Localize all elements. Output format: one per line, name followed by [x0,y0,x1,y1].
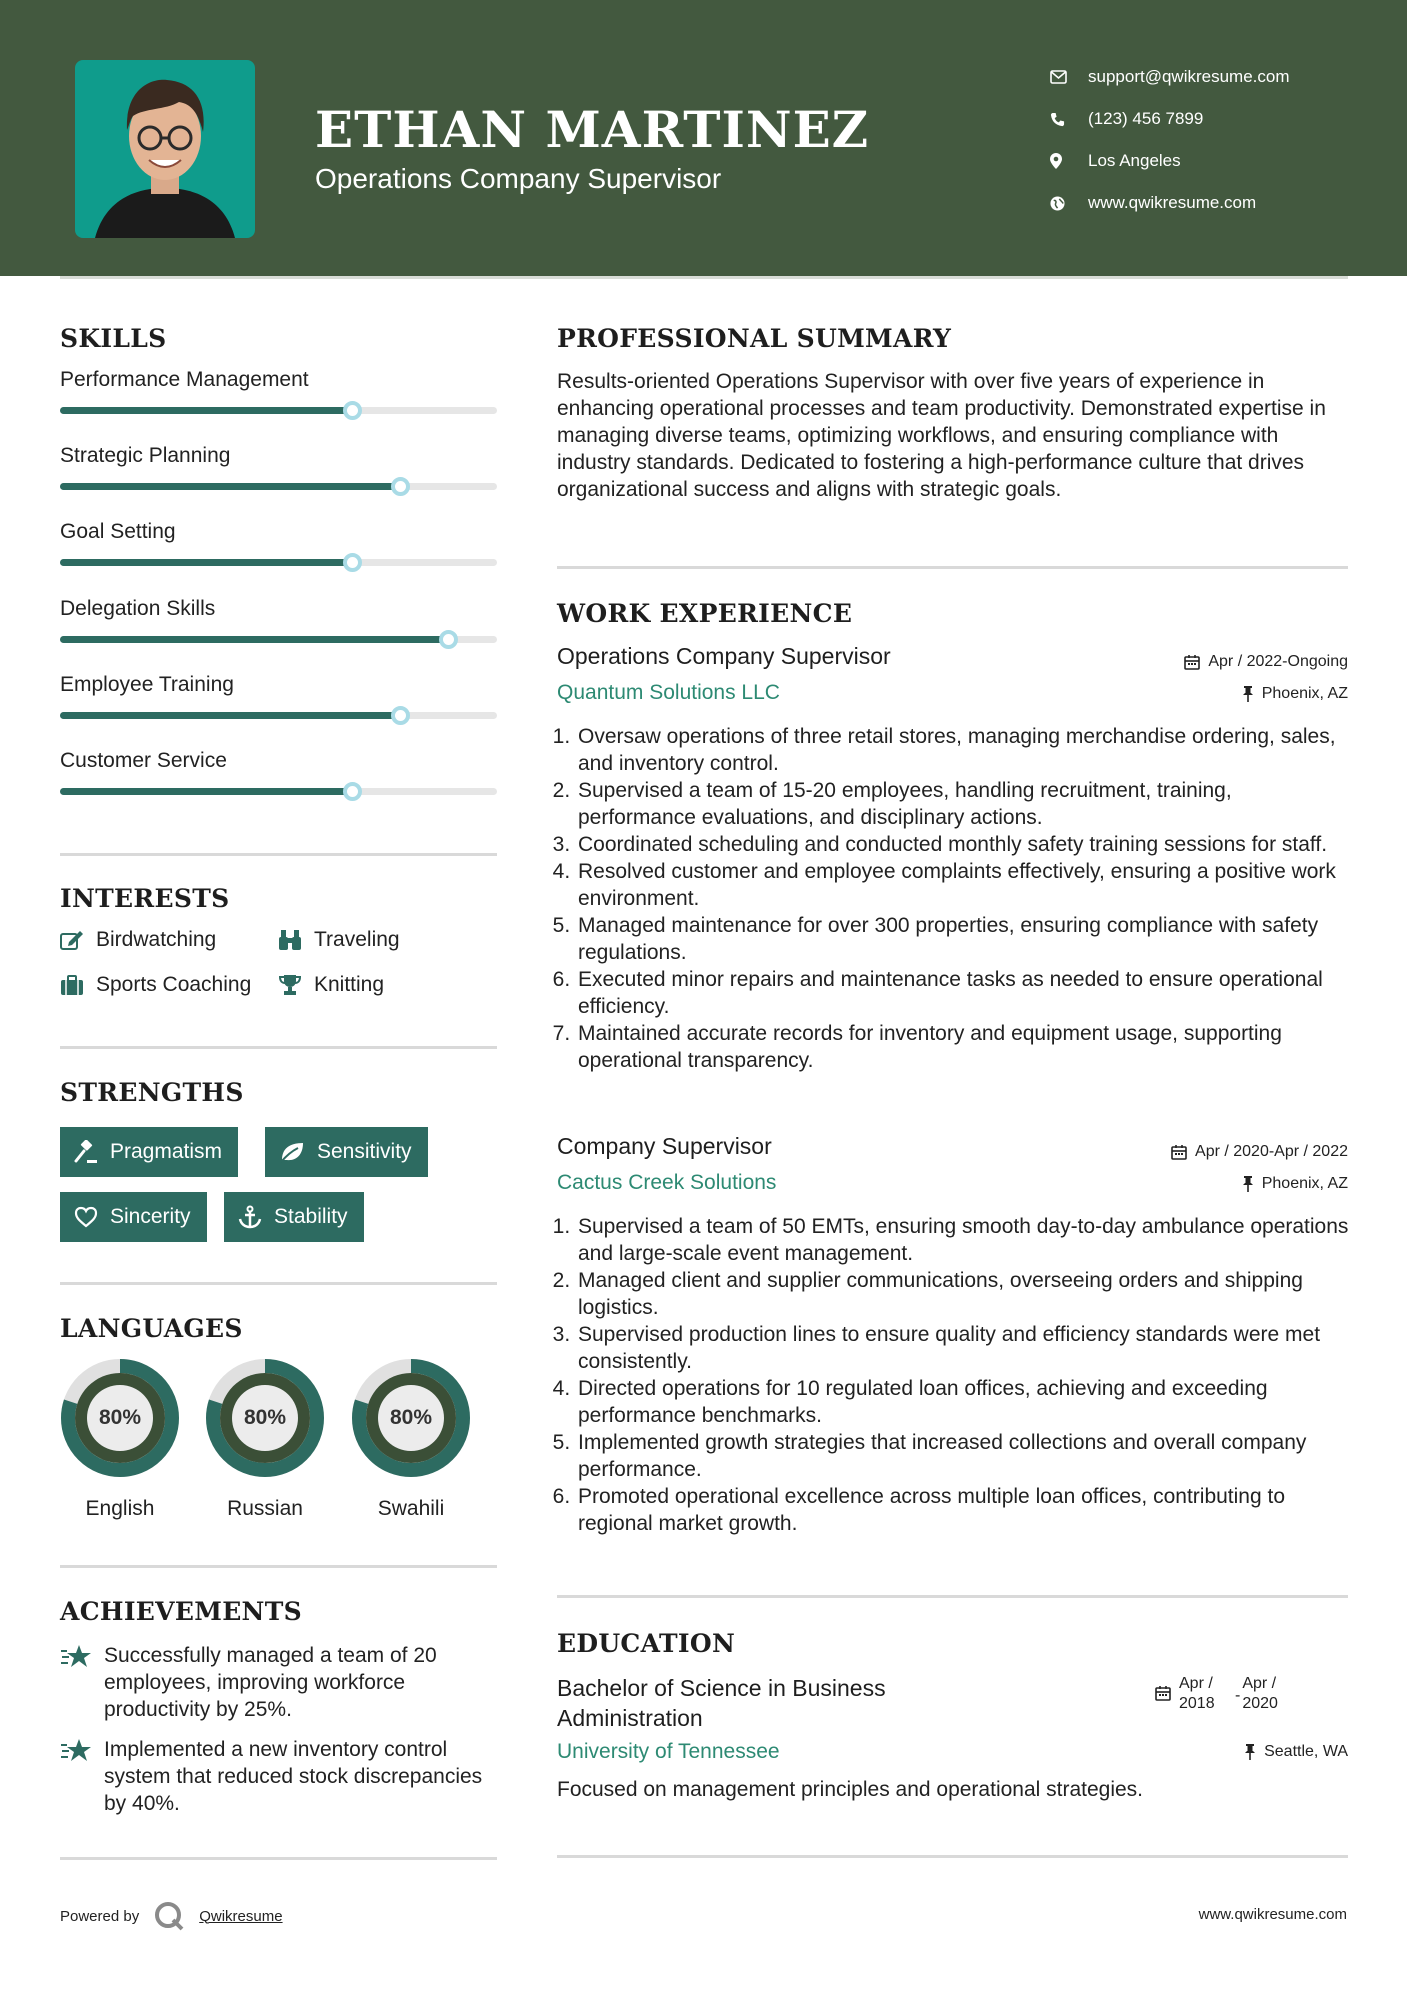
contact-block [1050,56,1290,224]
profile-photo [75,60,255,238]
powered-by-text: Powered by [60,1907,140,1925]
job-company: Quantum Solutions LLC [557,681,780,704]
skill-item [60,444,497,468]
interest-label: Sports Coaching [96,973,252,996]
skill-item [60,368,497,392]
job-bullet: 4. Resolved customer and employee complaints effectively, ensuring a positive work environment. [576,858,1352,912]
contact-website[interactable] [1050,182,1290,224]
skill-bar-fill [60,483,401,490]
job-bullet: 2. Supervised a team of 15-20 employees, handling recruitment, training, performance evaluations, and disciplinary actions. [576,777,1352,831]
job-company: Cactus Creek Solutions [557,1171,777,1194]
language-item [350,1357,472,1520]
education-start: Apr / 2018 [1179,1675,1215,1712]
section-divider [60,1857,497,1860]
star-icon [60,1738,92,1764]
languages-title: LANGUAGES [60,1314,243,1343]
job-bullet: 5. Managed maintenance for over 300 properties, ensuring compliance with safety regulations. [576,912,1352,966]
achievement-item [60,1642,500,1723]
education-separator: - [1235,1687,1241,1704]
section-divider [60,1565,497,1568]
skill-bar-knob [391,706,410,725]
education-school: University of Tennessee [557,1740,780,1763]
job-bullet: 6. Promoted operational excellence across multiple loan offices, contributing to regional market growth. [576,1483,1352,1537]
language-name: Russian [227,1497,303,1520]
interest-label: Knitting [314,973,385,996]
job-title: Company Supervisor [557,1133,772,1159]
trophy-icon [278,974,302,996]
job-title: Operations Company Supervisor [557,643,891,669]
interest-item [60,973,251,997]
section-divider [60,1282,497,1285]
job-bullet: 6. Executed minor repairs and maintenance tasks as needed to ensure operational efficiency. [576,966,1352,1020]
candidate-name: ETHAN MARTINEZ [315,100,870,159]
job-bullet: 3. Coordinated scheduling and conducted monthly safety training sessions for staff. [576,831,1352,858]
phone-icon [1050,112,1088,127]
achievement-item [60,1736,500,1817]
heart-icon [74,1206,98,1228]
contact-email[interactable] [1050,56,1290,98]
achievement-text: Successfully managed a team of 20 employees, improving workforce productivity by 25%. [104,1644,437,1721]
job-bullets [557,1213,1352,1537]
strength-label: Pragmatism [110,1140,223,1163]
skill-bar [60,788,497,795]
header-divider [60,276,1348,279]
skill-bar-knob [439,630,458,649]
candidate-role: Operations Company Supervisor [315,163,722,194]
leaf-icon [279,1141,305,1163]
contact-location-text: Los Angeles [1088,151,1181,170]
education-degree: Bachelor of Science in Business Administration [557,1675,886,1731]
contact-website-text: www.qwikresume.com [1088,193,1257,212]
interest-label: Birdwatching [96,928,217,951]
qwikresume-logo-icon [153,1900,185,1932]
section-divider [557,1855,1348,1858]
pushpin-icon [1242,686,1254,702]
footer-powered-by [60,1900,283,1932]
job-bullet: 4. Directed operations for 10 regulated loan offices, achieving and exceeding performance benchmarks. [576,1375,1352,1429]
skill-bar [60,407,497,414]
job-location-text: Phoenix, AZ [1261,685,1348,702]
resume-header [0,0,1407,276]
interest-item [60,928,216,952]
strengths-title: STRENGTHS [60,1078,244,1107]
strength-label: Sincerity [110,1205,191,1228]
job-bullet: 2. Managed client and supplier communications, overseeing orders and shipping logistics. [576,1267,1352,1321]
skill-bar-knob [343,782,362,801]
job-bullet: 1. Supervised a team of 50 EMTs, ensuring smooth day-to-day ambulance operations and large-scale event management. [576,1213,1352,1267]
job-bullet: 7. Maintained accurate records for inventory and equipment usage, supporting operational transparency. [576,1020,1352,1074]
section-divider [60,1046,497,1049]
anchor-icon [238,1205,262,1229]
skill-label: Goal Setting [60,520,176,543]
job-bullets [557,723,1352,1074]
job-location [1242,685,1348,703]
education-location-text: Seattle, WA [1264,1743,1348,1760]
skill-item [60,673,497,697]
contact-location [1050,140,1290,182]
skill-item [60,597,497,621]
strength-badge [224,1192,364,1242]
section-divider [60,853,497,856]
job-location-text: Phoenix, AZ [1261,1175,1348,1192]
pushpin-icon [1244,1744,1256,1760]
edit-icon [60,929,84,951]
strength-badge [60,1127,238,1177]
language-name: Swahili [377,1497,445,1520]
strength-badge [265,1127,428,1177]
pushpin-icon [1242,1176,1254,1192]
experience-title: WORK EXPERIENCE [557,599,853,628]
skill-item [60,520,497,544]
interest-label: Traveling [314,928,400,951]
language-item [204,1357,326,1520]
binoculars-icon [278,929,302,951]
job-bullet: 1. Oversaw operations of three retail stores, managing merchandise ordering, sales, and inventory control. [576,723,1352,777]
language-percent: 80% [98,1406,142,1429]
education-end: Apr / 2020 [1242,1675,1278,1712]
skill-bar [60,636,497,643]
briefcase-icon [60,974,84,996]
education-description: Focused on management principles and operational strategies. [557,1778,1144,1801]
education-dates [1155,1674,1288,1714]
job-dates [1184,653,1348,671]
job-dates-text: Apr / 2022-Ongoing [1208,653,1348,670]
skill-bar-knob [343,401,362,420]
globe-icon [1050,196,1088,211]
job-location [1242,1175,1348,1193]
calendar-icon [1171,1144,1187,1160]
map-pin-icon [1050,153,1088,169]
summary-text: Results-oriented Operations Supervisor with over five years of experience in enhancing operational processes and team productivity. Demonstrated expertise in managing diverse teams, optimizing workflows, and ensuring compliance with industry standards. Dedicated to fostering a high-performance culture that drives organizational success and aligns with strategic goals. [557,370,1326,501]
skill-bar-fill [60,788,353,795]
star-icon [60,1644,92,1670]
skill-label: Customer Service [60,749,227,772]
strength-label: Stability [274,1205,348,1228]
language-percent: 80% [389,1406,433,1429]
skill-item [60,749,497,773]
skill-bar-fill [60,559,353,566]
interest-item [278,928,400,952]
footer-website[interactable]: www.qwikresume.com [1198,1906,1347,1923]
job-dates [1171,1143,1348,1161]
skill-label: Employee Training [60,673,234,696]
skill-bar-fill [60,712,401,719]
skill-bar-knob [343,553,362,572]
skill-bar-knob [391,477,410,496]
job-bullet: 5. Implemented growth strategies that increased collections and overall company performance. [576,1429,1352,1483]
contact-phone-text: (123) 456 7899 [1088,109,1204,128]
calendar-icon [1155,1685,1171,1701]
achievements-title: ACHIEVEMENTS [60,1597,302,1626]
envelope-icon [1050,70,1088,84]
education-location [1244,1743,1348,1761]
skill-label: Strategic Planning [60,444,231,467]
section-divider [557,1595,1348,1598]
qwikresume-link[interactable]: Qwikresume [199,1907,283,1925]
summary-title: PROFESSIONAL SUMMARY [557,324,952,353]
job-dates-text: Apr / 2020-Apr / 2022 [1195,1143,1348,1160]
skill-bar [60,483,497,490]
interest-item [278,973,384,997]
skill-label: Delegation Skills [60,597,216,620]
skill-bar [60,559,497,566]
contact-email-text: support@qwikresume.com [1088,67,1290,86]
skills-title: SKILLS [60,324,167,353]
language-item [59,1357,181,1520]
interests-title: INTERESTS [60,884,230,913]
language-percent: 80% [243,1406,287,1429]
skill-label: Performance Management [60,368,309,391]
strength-badge [60,1192,207,1242]
language-name: English [85,1497,155,1520]
education-title: EDUCATION [557,1629,736,1658]
achievement-text: Implemented a new inventory control system that reduced stock discrepancies by 40%. [104,1738,483,1815]
skill-bar-fill [60,407,353,414]
calendar-icon [1184,654,1200,670]
gavel-icon [74,1140,98,1164]
skill-bar-fill [60,636,449,643]
skill-bar [60,712,497,719]
strength-label: Sensitivity [317,1140,412,1163]
contact-phone[interactable] [1050,98,1290,140]
section-divider [557,566,1348,569]
job-bullet: 3. Supervised production lines to ensure quality and efficiency standards were met consistently. [576,1321,1352,1375]
